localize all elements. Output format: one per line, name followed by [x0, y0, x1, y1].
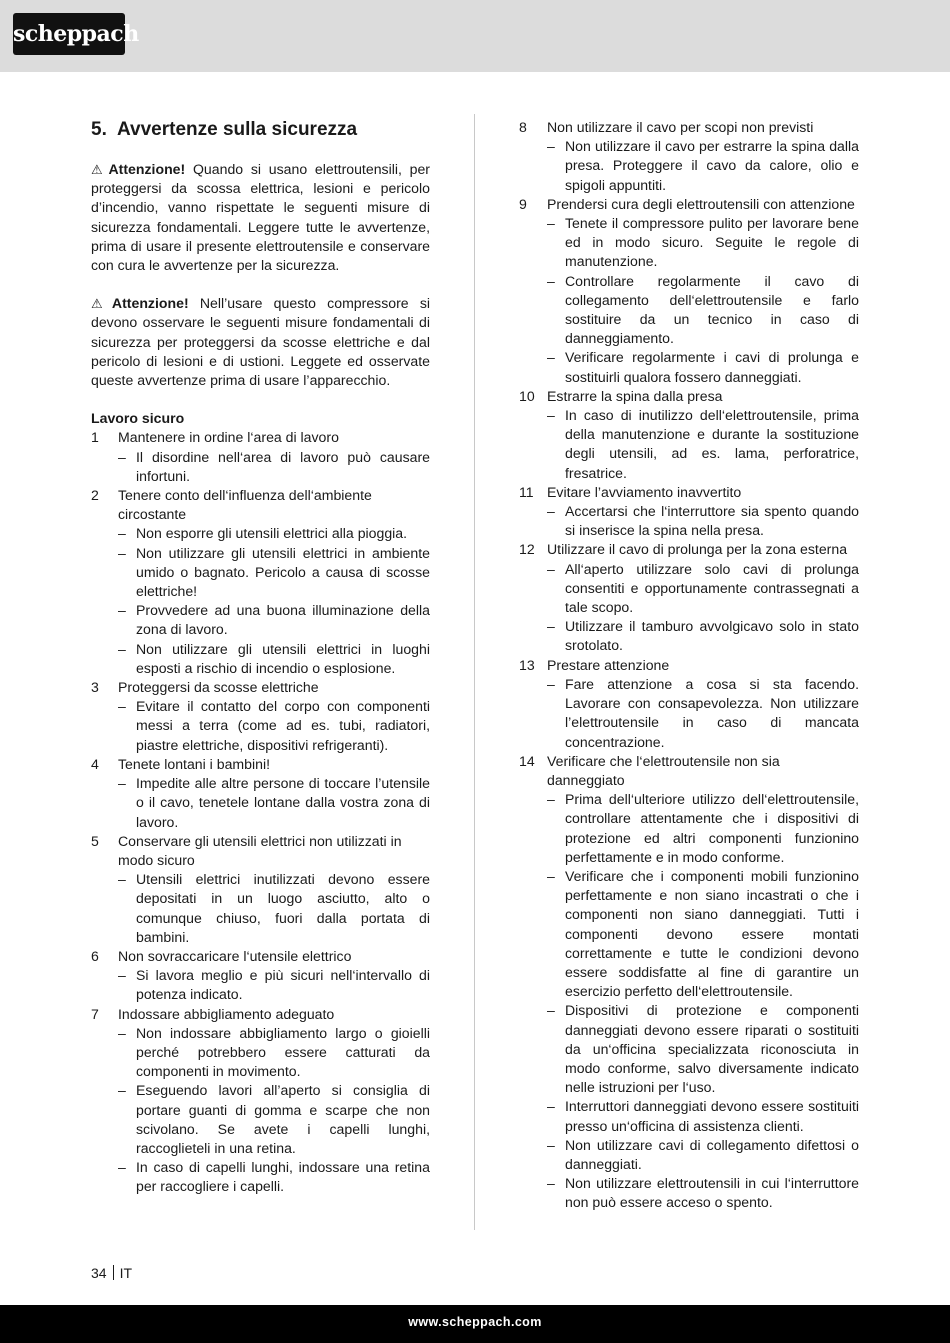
- list-subitem: [118, 697, 430, 755]
- header-bar: [0, 0, 950, 72]
- subitem-text: Controllare regolarmente il cavo di collegamento dell‘elettroutensile e farlo sostituire da un tecnico in caso di danneggiamento.: [565, 272, 859, 347]
- section-title: [91, 118, 430, 142]
- subitem-text: Utilizzare il tamburo avvolgicavo solo in stato srotolato.: [565, 618, 859, 654]
- subitem-text: Non utilizzare cavi di collegamento difettosi o danneggiati.: [565, 1136, 859, 1172]
- list-item: [519, 195, 859, 214]
- list-subitem: [547, 1001, 859, 1097]
- list-item: [91, 678, 430, 697]
- website-link[interactable]: www.scheppach.com: [408, 1315, 542, 1329]
- list-subitem: [547, 348, 859, 386]
- dash-bullet: –: [547, 867, 555, 884]
- item-title: Verificare che l‘elettroutensile non sia danneggiato: [547, 752, 780, 788]
- subitem-text: Verificare che i componenti mobili funzionino perfettamente e non siano incastrati o che i componenti non siano danneggiati. Tutti i componenti devono essere montati correttamente e tutte le condizioni devono essere soddisfatte al fine di garantire un esercizio perfetto dell‘elettroutensile.: [565, 867, 859, 1000]
- item-title: Non sovraccaricare l‘utensile elettrico: [118, 947, 352, 964]
- footer-bar: [0, 1305, 950, 1343]
- list-item: [519, 540, 859, 559]
- item-title: Tenere conto dell‘influenza dell‘ambiente circostante: [118, 487, 372, 523]
- list-subitem: [547, 1174, 859, 1212]
- item-title: Mantenere in ordine l‘area di lavoro: [118, 429, 339, 446]
- dash-bullet: –: [547, 675, 555, 692]
- list-subitem: [118, 1158, 430, 1196]
- subitem-text: Verificare regolarmente i cavi di prolunga e sostituirli qualora fossero danneggiati.: [565, 349, 859, 385]
- subitem-text: Fare attenzione a cosa si sta facendo. Lavorare con consapevolezza. Non utilizzare l’elettroutensile in caso di mancata concentrazione.: [565, 675, 859, 750]
- item-title: Prestare attenzione: [547, 656, 670, 673]
- subitem-text: Impedite alle altre persone di toccare l’utensile o il cavo, tenetele lontane dalla vostra zona di lavoro.: [136, 775, 430, 830]
- dash-bullet: –: [118, 1159, 126, 1176]
- subitem-text: Non esporre gli utensili elettrici alla pioggia.: [136, 525, 408, 542]
- page-number: [91, 1265, 132, 1281]
- dash-bullet: –: [118, 544, 126, 561]
- subitem-text: Si lavora meglio e più sicuri nell‘intervallo di potenza indicato.: [136, 967, 430, 1003]
- subitem-text: All‘aperto utilizzare solo cavi di prolunga consentiti e opportunamente contrassegnati a tale scopo.: [565, 560, 859, 616]
- item-title: Conservare gli utensili elettrici non utilizzati in modo sicuro: [118, 832, 402, 868]
- page-separator: [113, 1265, 114, 1280]
- list-item: [519, 387, 859, 406]
- dash-bullet: –: [118, 525, 126, 542]
- list-item: [91, 832, 430, 870]
- list-subitem: [118, 640, 430, 678]
- dash-bullet: –: [547, 560, 555, 577]
- list-subitem: [547, 867, 859, 1001]
- dash-bullet: –: [547, 1175, 555, 1192]
- dash-bullet: –: [547, 1002, 555, 1019]
- subitem-text: Non indossare abbigliamento largo o gioielli perché potrebbero essere catturati da componenti in movimento.: [136, 1024, 430, 1080]
- subitem-text: Eseguendo lavori all’aperto si consiglia di portare guanti di gomma e scarpe che non scivolano. Se avete i capelli lunghi, raccoglieteli in una retina.: [136, 1082, 430, 1156]
- item-number: 14: [519, 752, 535, 769]
- list-item: [91, 755, 430, 774]
- dash-bullet: –: [547, 272, 555, 289]
- subitem-text: Evitare il contatto del corpo con componenti messi a terra (come ad es. tubi, radiatori, piastre elettriche, dispositivi refrigeranti).: [136, 698, 430, 753]
- list-subitem: [118, 544, 430, 602]
- list-subitem: [118, 524, 430, 543]
- subitem-text: In caso di inutilizzo dell‘elettroutensile, prima della manutenzione e durante la sostituzione degli utensili, ad es. lama, perforatrice, fresatrice.: [565, 407, 859, 481]
- list-subitem: [547, 214, 859, 272]
- subitem-text: In caso di capelli lunghi, indossare una retina per raccogliere i capelli.: [136, 1159, 430, 1195]
- list-subitem: [118, 870, 430, 947]
- item-title: Prendersi cura degli elettroutensili con attenzione: [547, 195, 855, 212]
- item-number: 10: [519, 387, 535, 404]
- item-title: Utilizzare il cavo di prolunga per la zona esterna: [547, 541, 848, 558]
- list-item: [91, 428, 430, 447]
- list-subitem: [547, 272, 859, 349]
- list-subitem: [547, 617, 859, 655]
- list-item: [519, 752, 859, 790]
- list-subitem: [118, 1081, 430, 1158]
- dash-bullet: –: [118, 1082, 126, 1099]
- warning-text: Nell’usare questo compressore si devono osservare le seguenti misure fondamentali di sicurezza per proteggersi da scosse elettriche e dal pericolo di lesioni e di ustioni. Leggete ed osservate queste avvertenze prima di usare l’apparecchio.: [91, 295, 430, 389]
- list-item: [91, 1005, 430, 1024]
- list-item: [519, 483, 859, 502]
- left-safety-list: [91, 428, 430, 1196]
- warning-label: Attenzione!: [111, 295, 189, 312]
- subitem-text: Prima dell‘ulteriore utilizzo dell‘elettroutensile, controllare attentamente che i dispositivi di protezione ed altri componenti funzionino perfettamente e in modo conforme.: [565, 791, 859, 865]
- list-subitem: [118, 774, 430, 832]
- list-subitem: [547, 137, 859, 195]
- scheppach-logo: scheppach: [13, 13, 125, 55]
- item-number: 4: [91, 755, 99, 772]
- dash-bullet: –: [547, 791, 555, 808]
- list-item: [519, 656, 859, 675]
- item-number: 6: [91, 947, 99, 964]
- subitem-text: Interruttori danneggiati devono essere sostituiti presso un‘officina di assistenza clienti.: [565, 1098, 859, 1134]
- list-item: [519, 118, 859, 137]
- warning-text: Quando si usano elettroutensili, per proteggersi da scossa elettrica, lesioni e pericolo d’incendio, vanno rispettate le seguenti misure di sicurezza fondamentali. Leggere tutte le avvertenze, prima di usare il presente elettroutensile e conservare con cura le avvertenze per la sicurezza.: [91, 161, 430, 274]
- dash-bullet: –: [547, 349, 555, 366]
- list-subitem: [547, 406, 859, 483]
- list-subitem: [547, 502, 859, 540]
- list-subitem: [547, 790, 859, 867]
- list-subitem: [547, 1136, 859, 1174]
- subheading-safe-work: Lavoro sicuro: [91, 410, 185, 427]
- dash-bullet: –: [118, 967, 126, 984]
- list-item: [91, 486, 430, 524]
- item-number: 8: [519, 119, 527, 135]
- dash-bullet: –: [118, 698, 126, 715]
- item-number: 13: [519, 656, 535, 673]
- dash-bullet: –: [547, 407, 555, 424]
- dash-bullet: –: [547, 618, 555, 635]
- item-title: Non utilizzare il cavo per scopi non previsti: [547, 119, 814, 135]
- section-number: 5.: [91, 119, 107, 140]
- right-safety-list: [519, 118, 859, 1213]
- dash-bullet: –: [118, 871, 126, 888]
- dash-bullet: –: [118, 602, 126, 619]
- dash-bullet: –: [547, 215, 555, 232]
- subitem-text: Dispositivi di protezione e componenti danneggiati devono essere riparati o sostituiti da un‘officina specializzata riconosciuta in modo conforme, salvo diversamente indicato nelle istruzioni per l‘uso.: [565, 1002, 859, 1096]
- item-number: 12: [519, 541, 535, 558]
- dash-bullet: –: [547, 1136, 555, 1153]
- warning-label: Attenzione!: [108, 161, 186, 177]
- item-number: 11: [519, 483, 534, 500]
- subitem-text: Non utilizzare gli utensili elettrici in ambiente umido o bagnato. Pericolo a causa di scosse elettriche!: [136, 544, 430, 600]
- language-code: IT: [119, 1265, 133, 1281]
- warning-paragraph-1: [91, 160, 430, 275]
- subitem-text: Utensili elettrici inutilizzati devono essere depositati in un luogo asciutto, alto o comunque chiuso, fuori dalla portata di bambini.: [136, 871, 430, 945]
- page-number-value: 34: [91, 1265, 107, 1281]
- left-column: [91, 118, 430, 1197]
- list-item: [91, 947, 430, 966]
- list-subitem: [118, 966, 430, 1004]
- dash-bullet: –: [118, 1024, 126, 1041]
- item-number: 5: [91, 832, 99, 849]
- list-subitem: [547, 560, 859, 618]
- subitem-text: Accertarsi che l‘interruttore sia spento quando si inserisce la spina nella presa.: [565, 503, 859, 539]
- subitem-text: Non utilizzare il cavo per estrarre la spina dalla presa. Proteggere il cavo da calore, olio e spigoli appuntiti.: [565, 138, 859, 193]
- item-title: Indossare abbigliamento adeguato: [118, 1005, 335, 1022]
- subitem-text: Non utilizzare elettroutensili in cui l‘interruttore non può essere acceso o spento.: [565, 1175, 859, 1211]
- warning-triangle-icon: ⚠: [91, 296, 110, 312]
- item-title: Proteggersi da scosse elettriche: [118, 679, 319, 696]
- item-number: 2: [91, 487, 99, 504]
- list-subitem: [118, 601, 430, 639]
- list-subitem: [118, 448, 430, 486]
- item-number: 3: [91, 679, 99, 696]
- item-title: Evitare l’avviamento inavvertito: [547, 483, 742, 500]
- subitem-text: Non utilizzare gli utensili elettrici in luoghi esposti a rischio di incendio o esplosione.: [136, 640, 430, 676]
- list-subitem: [118, 1024, 430, 1082]
- dash-bullet: –: [547, 503, 555, 520]
- item-number: 9: [519, 195, 527, 212]
- item-number: 7: [91, 1005, 99, 1022]
- dash-bullet: –: [118, 448, 126, 465]
- subitem-text: Il disordine nell‘area di lavoro può causare infortuni.: [136, 448, 430, 484]
- subitem-text: Tenete il compressore pulito per lavorare bene ed in modo sicuro. Seguite le regole di manutenzione.: [565, 215, 859, 270]
- warning-paragraph-2: [91, 294, 430, 390]
- list-subitem: [547, 1097, 859, 1135]
- item-title: Tenete lontani i bambini!: [118, 755, 270, 772]
- dash-bullet: –: [547, 138, 555, 155]
- column-divider: [474, 114, 475, 1230]
- list-subitem: [547, 675, 859, 752]
- dash-bullet: –: [118, 640, 126, 657]
- section-title-text: Avvertenze sulla sicurezza: [117, 119, 358, 140]
- dash-bullet: –: [547, 1098, 555, 1115]
- item-title: Estrarre la spina dalla presa: [547, 387, 723, 404]
- warning-triangle-icon: ⚠: [91, 162, 107, 177]
- subitem-text: Provvedere ad una buona illuminazione della zona di lavoro.: [136, 602, 430, 638]
- dash-bullet: –: [118, 775, 126, 792]
- right-column: [519, 118, 859, 1213]
- item-number: 1: [91, 429, 99, 446]
